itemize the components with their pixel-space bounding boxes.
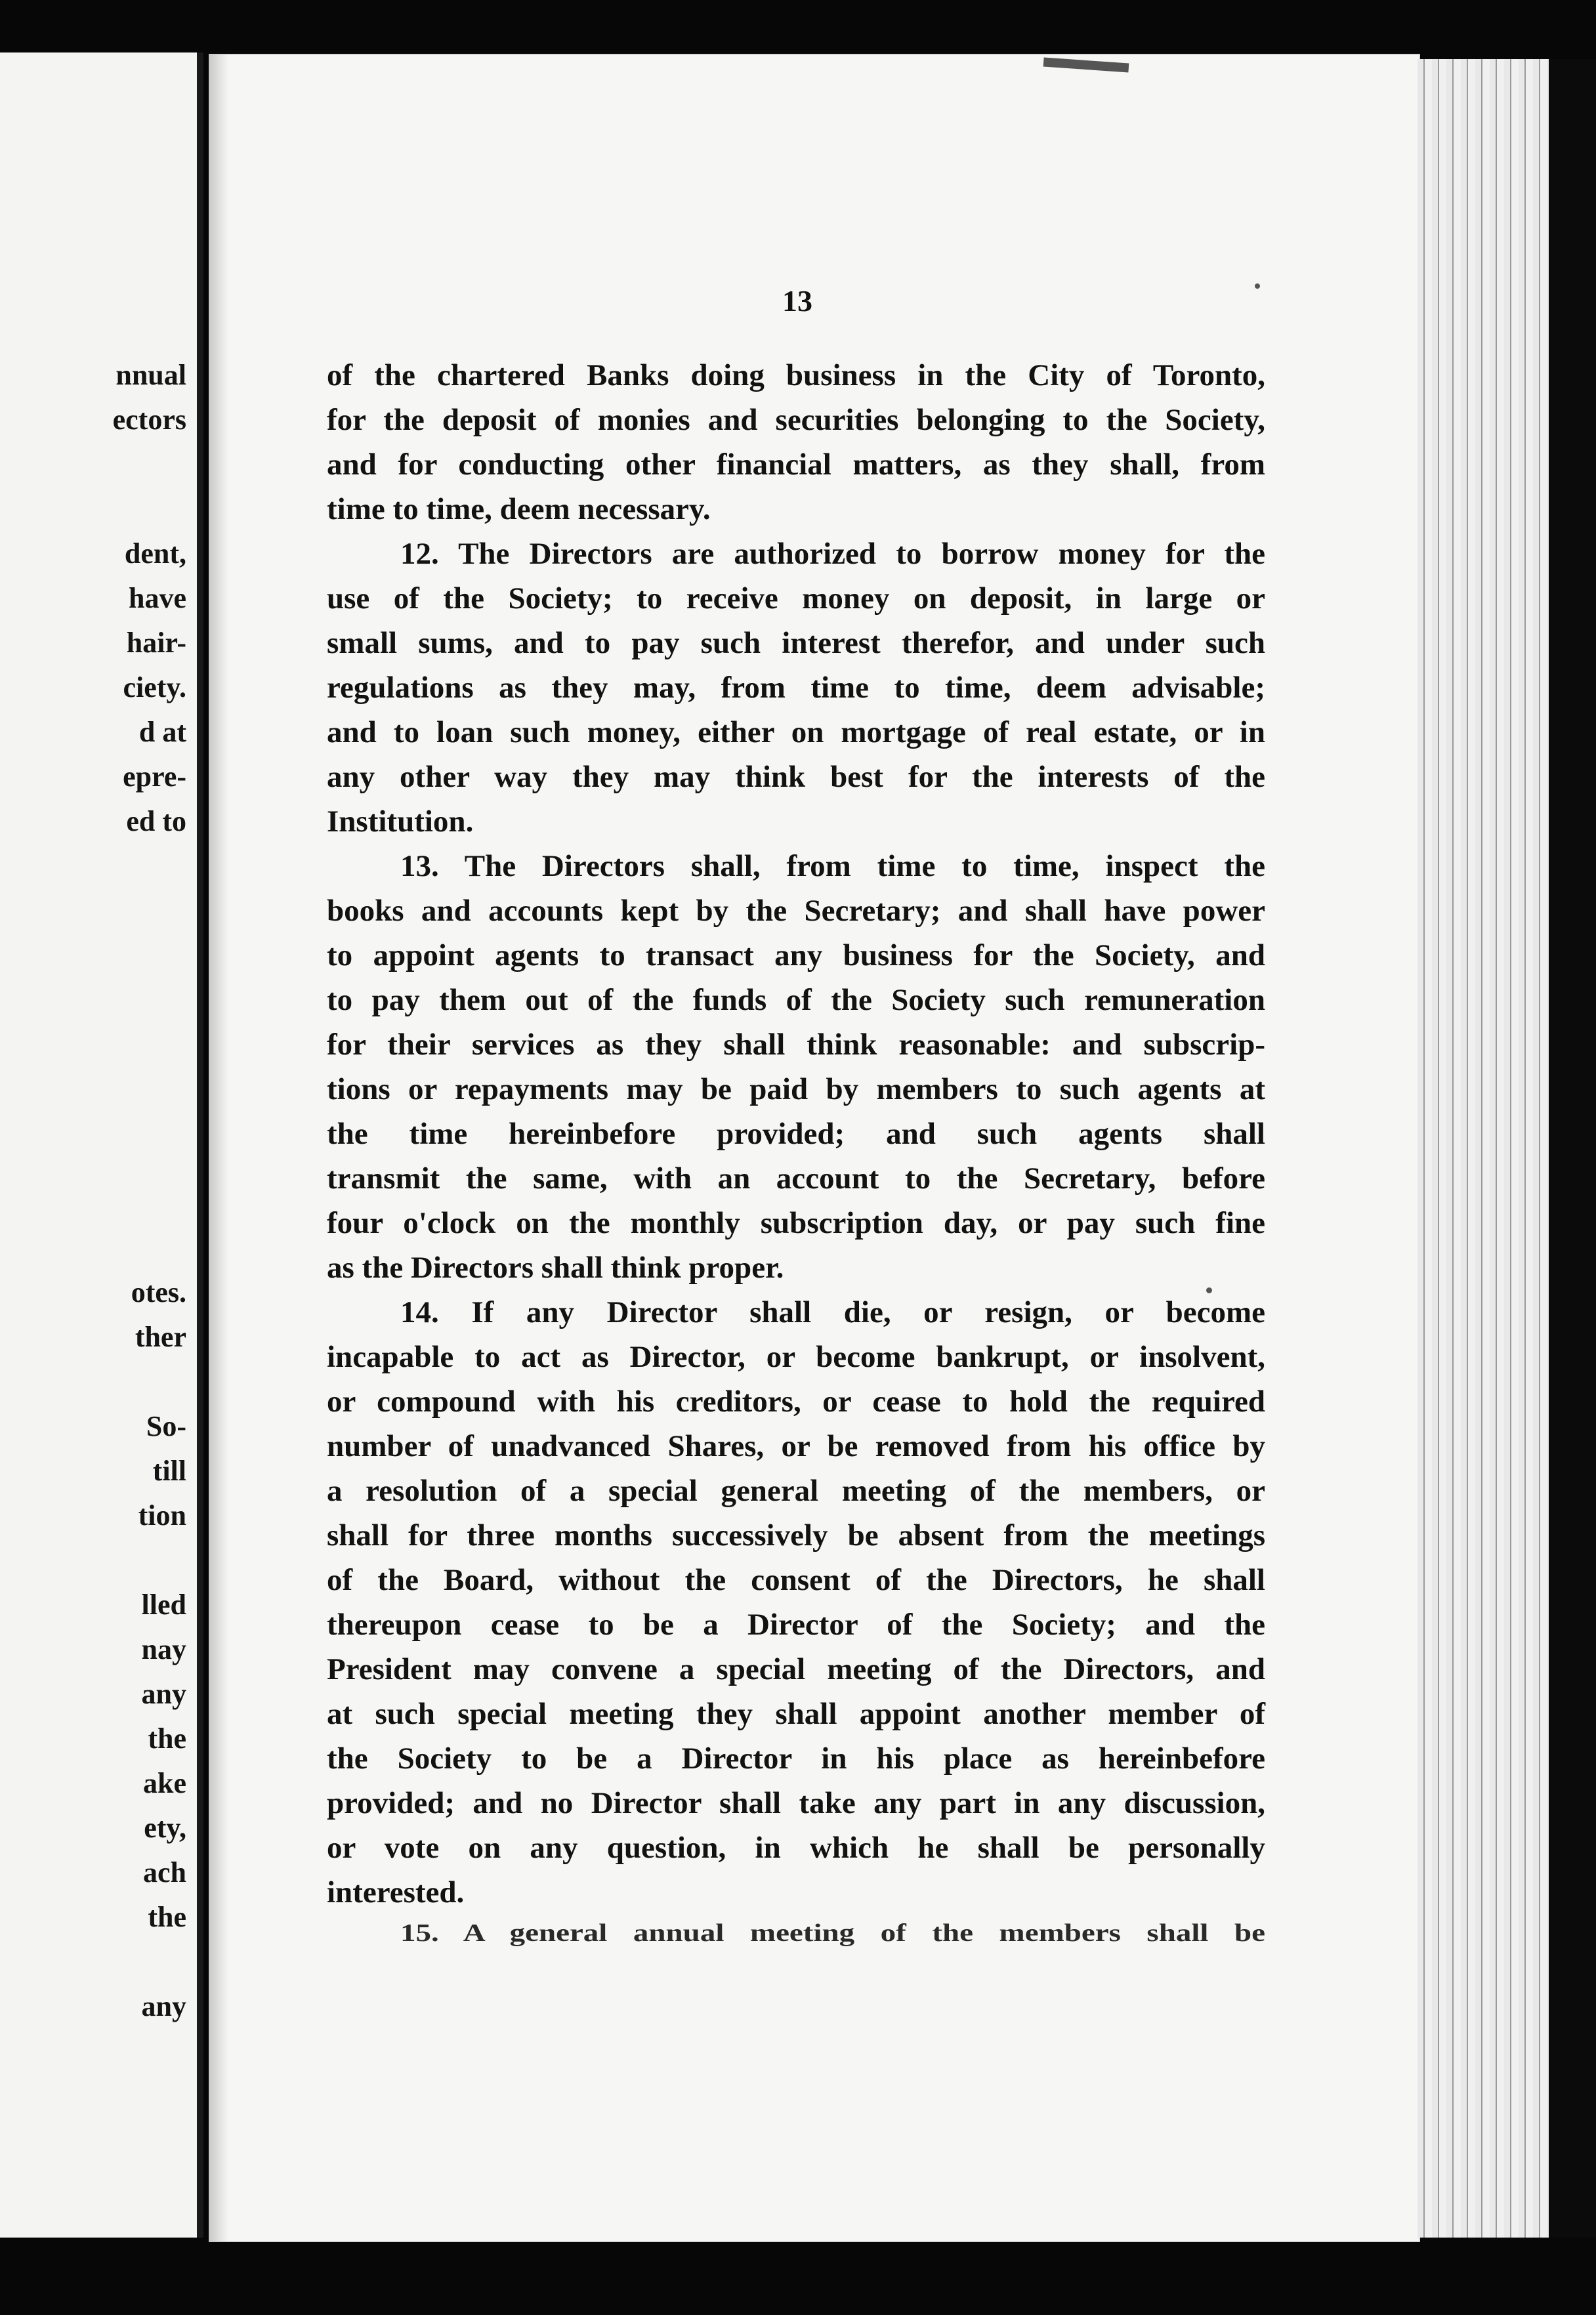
left-fragment: ectors [112,404,186,436]
text-line: transmit the same, with an account to the Secretary, before [327,1161,1265,1196]
text-line: President may convene a special meeting of the Directors, and [327,1652,1265,1686]
left-fragment: ther [135,1321,186,1353]
text-line: number of unadvanced Shares, or be removed from his office by [327,1429,1265,1463]
left-fragment: the [148,1722,186,1755]
left-fragment: till [152,1455,186,1487]
text-line: use of the Society; to receive money on deposit, in large or [327,581,1265,615]
text-line: tions or repayments may be paid by members to such agents at [327,1072,1265,1106]
paragraph [327,353,1265,532]
text-line: and for conducting other financial matters, as they shall, from [327,448,1265,482]
text-line: or vote on any question, in which he shall be personally [327,1831,1265,1865]
text-line: thereupon cease to be a Director of the Society; and the [327,1608,1265,1642]
left-fragment: d at [138,716,186,748]
text-line: the Society to be a Director in his place as hereinbefore [327,1741,1265,1776]
book-edge-shadow [1549,59,1596,2238]
text-line: shall for three months successively be absent from the meetings [327,1518,1265,1553]
paragraph-12 [327,532,1265,844]
left-fragment: dent, [124,537,186,570]
text-line: 15. A general annual meeting of the members shall be [400,1919,1265,1948]
left-fragment: ety, [144,1812,186,1844]
text-line: 12. The Directors are authorized to borrow money for the [400,537,1265,571]
gutter-shadow [209,54,228,2242]
text-line: interested. [327,1875,465,1909]
paragraph-14 [327,1290,1265,1915]
text-line: regulations as they may, from time to time, deem advisable; [327,671,1265,705]
left-fragment: hair- [126,627,186,659]
text-line: for the deposit of monies and securities belonging to the Society, [327,403,1265,437]
text-line: or compound with his creditors, or cease to hold the required [327,1385,1265,1419]
text-line: incapable to act as Director, or become bankrupt, or insolvent, [327,1340,1265,1374]
left-fragment: any [141,1990,186,2022]
left-fragment: So- [146,1410,186,1442]
text-line: of the chartered Banks doing business in the City of Toronto, [327,358,1265,392]
text-line: four o'clock on the monthly subscription day, or pay such fine [327,1206,1265,1240]
text-line: a resolution of a special general meeting of the members, or [327,1474,1265,1508]
left-fragment: any [141,1678,186,1710]
text-line: provided; and no Director shall take any part in any discussion, [327,1786,1265,1820]
text-line: Institution. [327,804,474,839]
text-line: at such special meeting they shall appoint another member of [327,1697,1265,1731]
ink-dot [1206,1287,1212,1293]
text-line: to pay them out of the funds of the Society such remuneration [327,983,1265,1017]
paragraph-15 [327,1915,1265,1959]
text-line: 13. The Directors shall, from time to time, inspect the [400,849,1265,883]
text-line: time to time, deem necessary. [327,492,711,526]
left-fragment: ciety. [123,671,186,703]
text-line: for their services as they shall think reasonable: and subscrip- [327,1028,1265,1062]
left-fragment: ake [143,1767,186,1799]
text-line: as the Directors shall think proper. [327,1251,784,1285]
left-fragment: the [148,1901,186,1933]
left-fragment: nnual [116,359,186,391]
text-line: of the Board, without the consent of the Directors, he shall [327,1563,1265,1597]
left-fragment: have [129,582,186,614]
text-line: and to loan such money, either on mortgage of real estate, or in [327,715,1265,749]
text-line: to appoint agents to transact any business for the Society, and [327,938,1265,972]
left-fragment: tion [138,1499,186,1532]
paragraph-13 [327,844,1265,1290]
text-line: small sums, and to pay such interest therefor, and under such [327,626,1265,660]
left-fragment: nay [141,1633,186,1665]
page-number: 13 [782,284,812,318]
text-line: books and accounts kept by the Secretary; and shall have power [327,894,1265,928]
page-stack-edge [1418,59,1549,2238]
facing-page-fragment [0,52,203,2238]
ink-dot [1255,283,1260,289]
left-fragment: epre- [123,761,186,793]
left-fragment: ach [143,1856,186,1888]
text-line: 14. If any Director shall die, or resign, or become [400,1295,1265,1329]
body-text [327,353,1265,1959]
left-fragment: lled [141,1589,186,1621]
text-line: the time hereinbefore provided; and such agents shall [327,1117,1265,1151]
left-fragment: ed to [126,805,186,837]
left-fragment: otes. [131,1276,186,1308]
text-line: any other way they may think best for the interests of the [327,760,1265,794]
